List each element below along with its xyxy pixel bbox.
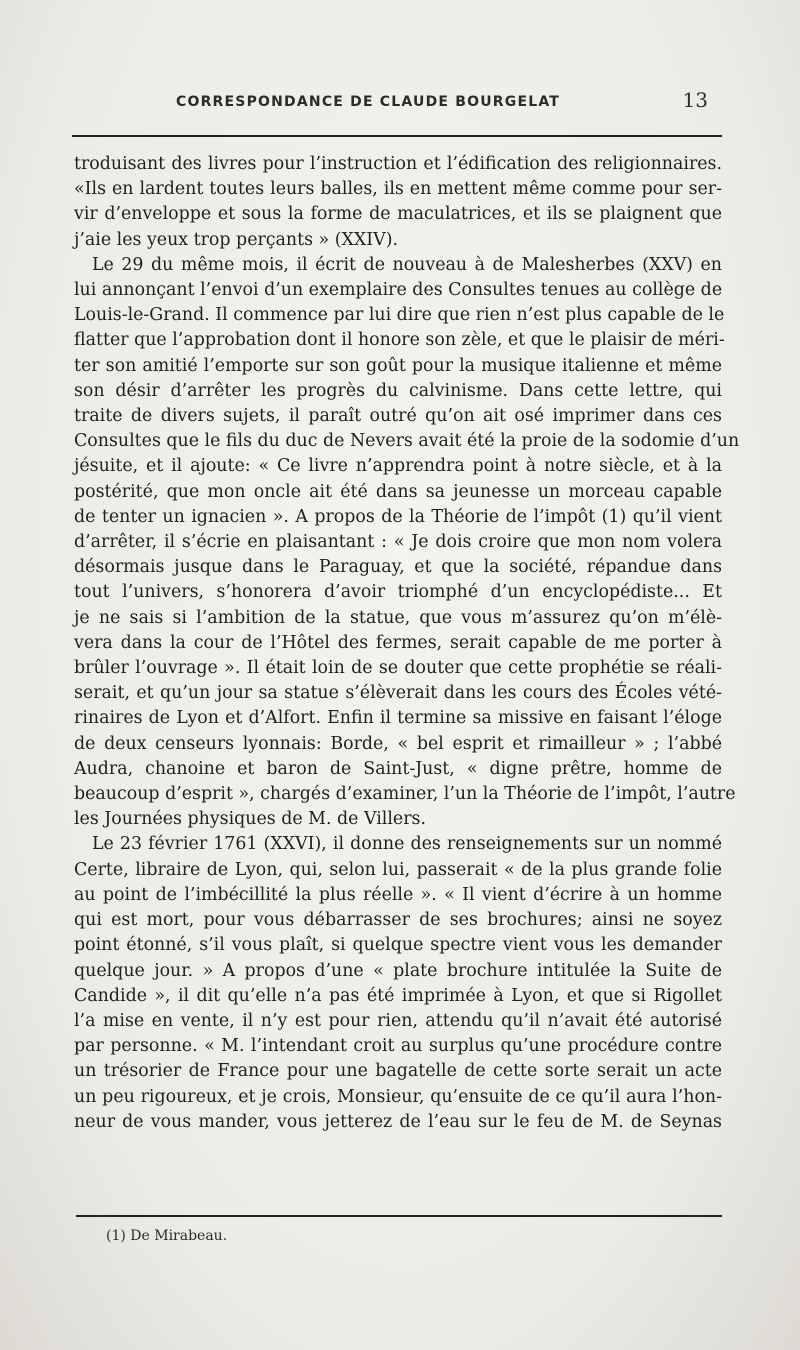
text-line: Louis-le-Grand. Il commence par lui dire que rien n’est plus capable de le [74,305,725,326]
text-line: jésuite, et il ajoute: « Ce livre n’apprendra point à notre siècle, et à la [74,456,722,477]
text-line: serait, et qu’un jour sa statue s’élèverait dans les cours des Écoles vété- [74,683,722,704]
text-line: vera dans la cour de l’Hôtel des fermes, serait capable de me porter à [74,632,722,653]
text-line: ter son amitié l’emporte sur son goût pour la musique italienne et même [74,355,722,376]
text-line: Certe, libraire de Lyon, qui, selon lui, passerait « de la plus grande folie [74,859,722,880]
text-line: quelque jour. » A propos d’une « plate brochure intitulée la Suite de [74,960,722,981]
text-line: par personne. « M. l’intendant croit au surplus qu’une procédure contre [74,1036,722,1057]
text-line: beaucoup d’esprit », chargés d’examiner, l’un la Théorie de l’impôt, l’autre [74,784,736,805]
text-line: son désir d’arrêter les progrès du calvinisme. Dans cette lettre, qui [74,380,722,401]
text-line: de tenter un ignacien ». A propos de la Théorie de l’impôt (1) qu’il vient [74,506,722,527]
text-line: point étonné, s’il vous plaît, si quelque spectre vient vous les demander [74,935,722,956]
text-line: un trésorier de France pour une bagatelle de cette sorte serait un acte [74,1061,722,1082]
text-line: tout l’univers, s’honorera d’avoir triomphé d’un encyclopédiste... Et [74,582,722,603]
text-line: désormais jusque dans le Paraguay, et que la société, répandue dans [74,557,722,578]
text-line: de deux censeurs lyonnais: Borde, « bel esprit et rimailleur » ; l’abbé [74,733,722,754]
text-line: au point de l’imbécillité la plus réelle ». « Il vient d’écrire à un homme [74,884,722,905]
footnote: (1) De Mirabeau. [106,1228,228,1244]
page-number: 13 [682,88,708,112]
text-line: Consultes que le fils du duc de Nevers avait été la proie de la sodomie d’un [74,431,740,452]
text-line: vir d’enveloppe et sous la forme de maculatrices, et ils se plaignent que [74,204,722,225]
running-head [72,88,722,122]
text-line: brûler l’ouvrage ». Il était loin de se douter que cette prophétie se réali- [74,658,722,679]
text-line: je ne sais si l’ambition de la statue, que vous m’assurez qu’on m’élè- [74,607,722,628]
text-line: flatter que l’approbation dont il honore son zèle, et que le plaisir de méri- [74,330,725,351]
text-line: traite de divers sujets, il paraît outré qu’on ait osé imprimer dans ces [74,406,722,427]
text-line: lui annonçant l’envoi d’un exemplaire des Consultes tenues au collège de [74,280,723,301]
text-line: Le 23 février 1761 (XXVI), il donne des renseignements sur un nommé [92,834,722,855]
text-line: postérité, que mon oncle ait été dans sa jeunesse un morceau capable [74,481,722,502]
text-line: «Ils en lardent toutes leurs balles, ils en mettent même comme pour ser- [74,179,722,200]
text-line: les Journées physiques de M. de Villers. [74,809,426,830]
text-line: Audra, chanoine et baron de Saint-Just, « digne prêtre, homme de [74,758,722,779]
text-line: neur de vous mander, vous jetterez de l’eau sur le feu de M. de Seynas [74,1111,722,1132]
text-line: Candide », il dit qu’elle n’a pas été imprimée à Lyon, et que si Rigollet [74,985,722,1006]
text-line: d’arrêter, il s’écrie en plaisantant : « Je dois croire que mon nom volera [74,532,722,553]
text-line: un peu rigoureux, et je crois, Monsieur, qu’ensuite de ce qu’il aura l’hon- [74,1086,722,1107]
text-line: j’aie les yeux trop perçants » (XXIV). [74,229,399,250]
text-line: Le 29 du même mois, il écrit de nouveau à de Malesherbes (XXV) en [92,254,722,275]
body-text [74,152,740,1135]
text-line: qui est mort, pour vous débarrasser de ses brochures; ainsi ne soyez [74,910,722,931]
footnote-rule [76,1215,722,1217]
text-line: troduisant des livres pour l’instruction et l’édification des religionnaires. [74,154,722,174]
header-rule [72,135,722,137]
text-line: rinaires de Lyon et d’Alfort. Enfin il termine sa missive en faisant l’éloge [74,708,722,729]
text-line: l’a mise en vente, il n’y est pour rien, attendu qu’il n’avait été autorisé [74,1010,722,1031]
running-title: CORRESPONDANCE DE CLAUDE BOURGELAT [176,94,561,110]
